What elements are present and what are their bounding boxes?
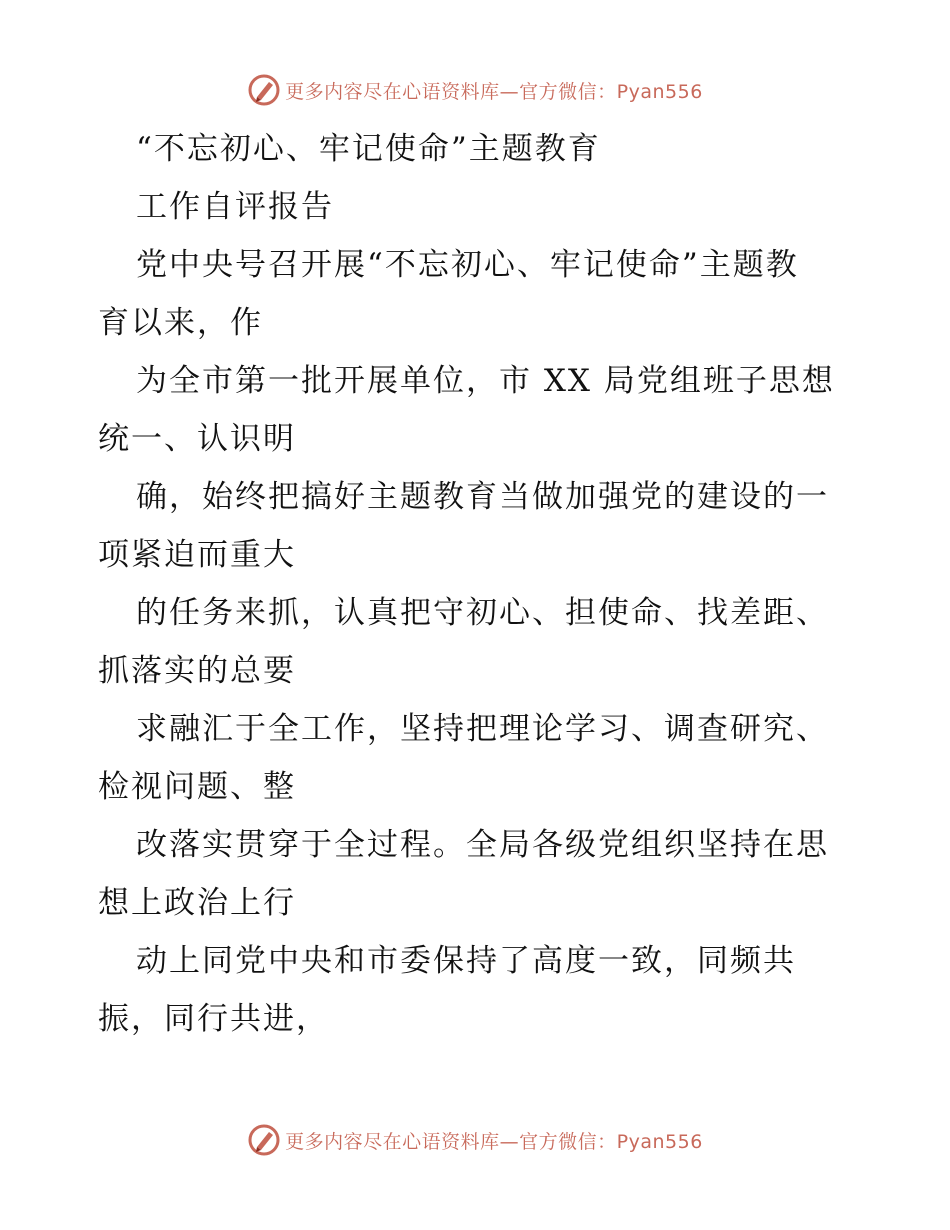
doc-paragraph-line: 项紧迫而重大 bbox=[98, 537, 296, 573]
header-brand: Pyan556 bbox=[616, 80, 703, 103]
footer-brand: Pyan556 bbox=[616, 1130, 703, 1153]
footer-banner bbox=[0, 1120, 950, 1160]
doc-paragraph-line: 确，始终把搞好主题教育当做加强党的建设的一 bbox=[136, 479, 829, 515]
pen-logo-icon bbox=[247, 1123, 281, 1157]
header-banner-text: 更多内容尽在心语资料库—官方微信：Pyan556 bbox=[285, 80, 703, 103]
doc-paragraph-line: 抓落实的总要 bbox=[98, 653, 296, 689]
document-body bbox=[98, 120, 858, 1048]
doc-paragraph-line: 振，同行共进， bbox=[98, 1001, 329, 1037]
doc-paragraph-line: 统一、认识明 bbox=[98, 421, 296, 457]
doc-paragraph-line: 党中央号召开展“不忘初心、牢记使命”主题教 bbox=[136, 247, 799, 283]
doc-paragraph-line: 动上同党中央和市委保持了高度一致，同频共 bbox=[136, 943, 796, 979]
pen-logo-icon bbox=[247, 73, 281, 107]
footer-banner-text: 更多内容尽在心语资料库—官方微信：Pyan556 bbox=[285, 1130, 703, 1153]
doc-paragraph-line: 改落实贯穿于全过程。全局各级党组织坚持在思 bbox=[136, 827, 829, 863]
doc-paragraph-line: 为全市第一批开展单位，市 XX 局党组班子思想 bbox=[136, 363, 835, 399]
doc-paragraph-line: 想上政治上行 bbox=[98, 885, 296, 921]
doc-paragraph-line: 的任务来抓，认真把守初心、担使命、找差距、 bbox=[136, 595, 829, 631]
doc-paragraph-line: 育以来，作 bbox=[98, 305, 263, 341]
doc-paragraph-line: 求融汇于全工作，坚持把理论学习、调查研究、 bbox=[136, 711, 829, 747]
doc-title-line-2: 工作自评报告 bbox=[136, 189, 334, 225]
doc-title-line-1: “不忘初心、牢记使命”主题教育 bbox=[136, 131, 601, 167]
header-banner bbox=[0, 70, 950, 110]
doc-paragraph-line: 检视问题、整 bbox=[98, 769, 296, 805]
